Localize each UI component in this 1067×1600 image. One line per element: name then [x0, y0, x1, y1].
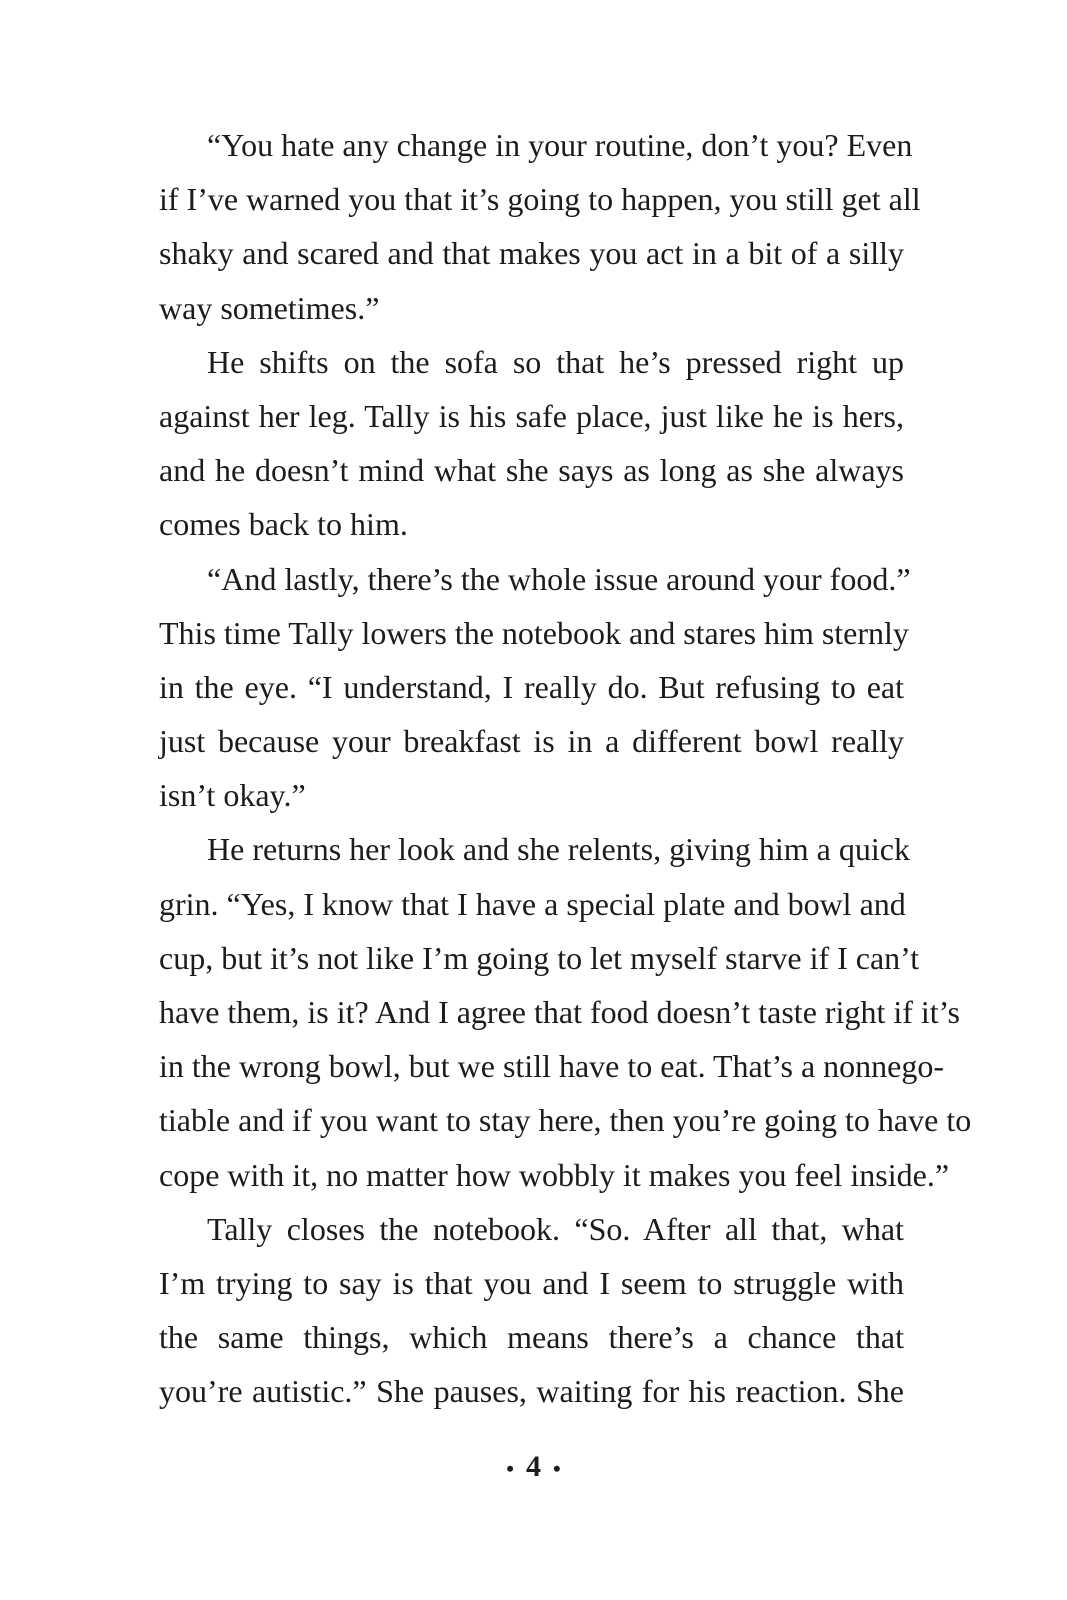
text-line: “You hate any change in your routine, don’t you? Even	[207, 127, 913, 163]
page-number	[0, 1447, 1067, 1489]
text-line: This time Tally lowers the notebook and stares him sternly	[159, 614, 909, 651]
text-line: in the wrong bowl, but we still have to eat. That’s a nonnego-	[159, 1048, 945, 1085]
text-line: isn’t okay.”	[159, 777, 306, 814]
text-line: shaky and scared and that makes you act in a bit of a silly	[159, 235, 904, 272]
text-line: if I’ve warned you that it’s going to happen, you still get all	[159, 181, 921, 218]
text-line: the same things, which means there’s a chance that	[159, 1319, 904, 1356]
text-line: He returns her look and she relents, giving him a quick	[207, 831, 910, 868]
folio-right-dot: •	[553, 1456, 561, 1482]
text-line: just because your breakfast is in a different bowl really	[159, 723, 904, 760]
text-line: way sometimes.”	[159, 289, 380, 326]
text-line: He shifts on the sofa so that he’s pressed right up	[207, 343, 904, 380]
body-text	[159, 118, 972, 1419]
folio-left-dot: •	[506, 1456, 514, 1482]
text-line: comes back to him.	[159, 506, 408, 543]
text-line: cope with it, no matter how wobbly it makes you feel inside.”	[159, 1156, 950, 1193]
text-line: I’m trying to say is that you and I seem to struggle with	[159, 1264, 904, 1301]
text-line: you’re autistic.” She pauses, waiting for his reaction. She	[159, 1373, 904, 1410]
text-line: tiable and if you want to stay here, then you’re going to have to	[159, 1102, 972, 1139]
text-line: cup, but it’s not like I’m going to let myself starve if I can’t	[159, 939, 920, 976]
text-line: “And lastly, there’s the whole issue around your food.”	[207, 560, 911, 597]
page-number-value: 4	[526, 1450, 541, 1483]
text-line: Tally closes the notebook. “So. After all that, what	[207, 1210, 904, 1247]
text-line: have them, is it? And I agree that food doesn’t taste right if it’s	[159, 994, 960, 1030]
text-line: grin. “Yes, I know that I have a special plate and bowl and	[159, 885, 906, 922]
text-line: and he doesn’t mind what she says as long as she always	[159, 452, 904, 489]
text-line: in the eye. “I understand, I really do. But refusing to eat	[159, 668, 904, 705]
text-line: against her leg. Tally is his safe place, just like he is hers,	[159, 397, 904, 434]
